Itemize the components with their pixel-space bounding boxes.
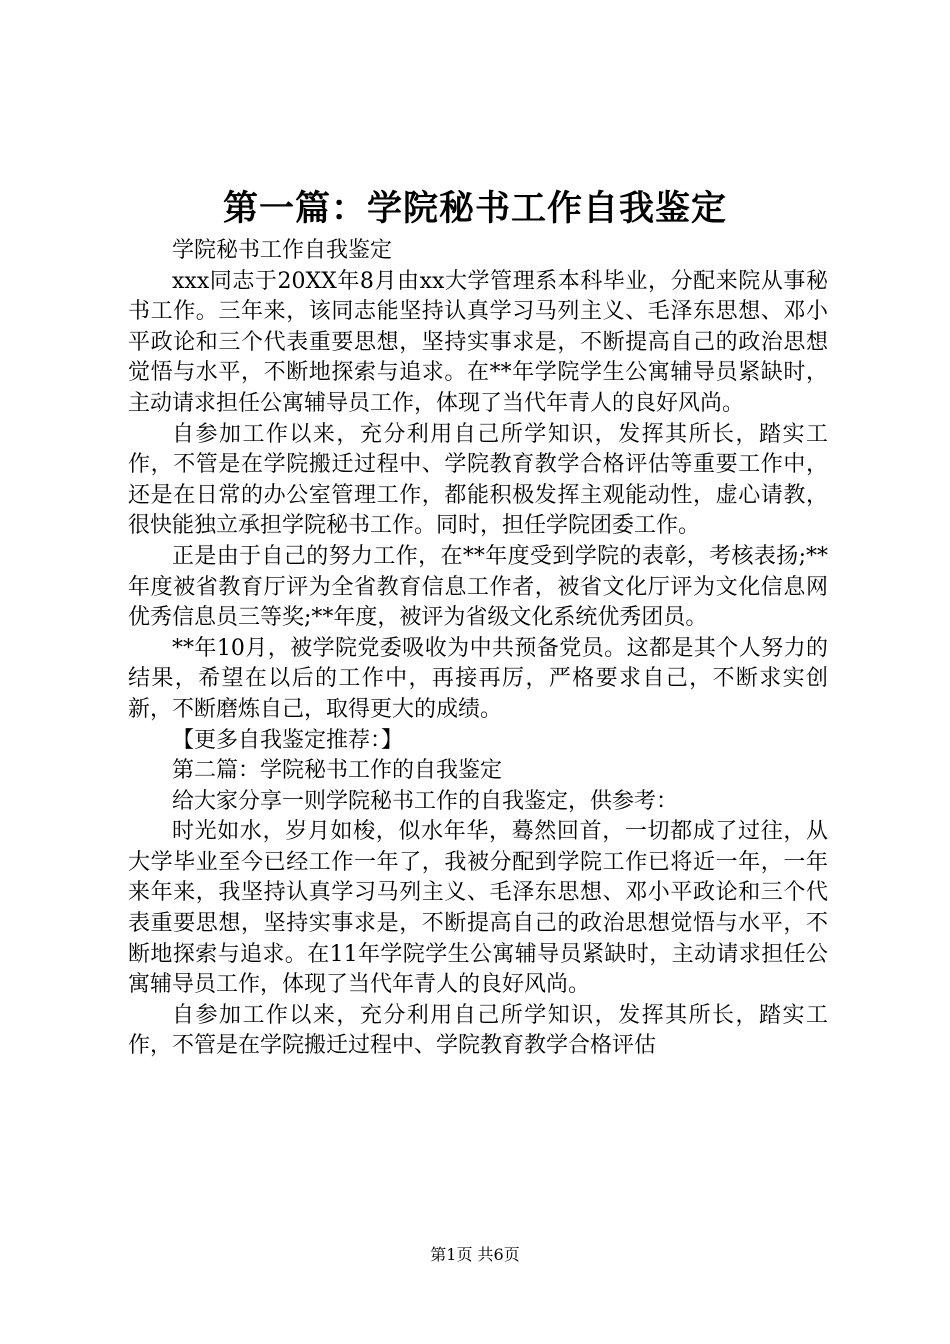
document-title: 第一篇：学院秘书工作自我鉴定 xyxy=(222,188,727,229)
recommendation-heading: 【更多自我鉴定推荐：】 xyxy=(172,727,404,753)
paragraph-subtitle: 学院秘书工作自我鉴定 xyxy=(172,238,393,263)
document-body xyxy=(128,236,828,1062)
page-indicator: 第1页 共6页 xyxy=(430,1245,520,1264)
paragraph: **年10月，被学院党委吸收为中共预备党员。这都是其个人努力的结果，希望在以后的工作中，再接再厉，严格要求自己，不断求实创新，不断磨炼自己，取得更大的成绩。 xyxy=(128,635,828,722)
paragraph: xxx同志于20XX年8月由xx大学管理系本科毕业，分配来院从事秘书工作。三年来，该同志能坚持认真学习马列主义、毛泽东思想、邓小平政论和三个代表重要思想，坚持实事求是，不断提高自己的政治思想觉悟与水平，不断地探索与追求。在**年学院学生公寓辅导员紧缺时，主动请求担任公寓辅导员工作，体现了当代年青人的良好风尚。 xyxy=(128,268,828,416)
section-heading: 第二篇：学院秘书工作的自我鉴定 xyxy=(172,758,503,784)
paragraph: 自参加工作以来，充分利用自己所学知识，发挥其所长，踏实工作，不管是在学院搬迁过程中、学院教育教学合格评估等重要工作中，还是在日常的办公室管理工作，都能积极发挥主观能动性，虚心请教，很快能独立承担学院秘书工作。同时，担任学院团委工作。 xyxy=(128,421,828,539)
paragraph: 正是由于自己的努力工作，在**年度受到学院的表彰，考核表扬;**年度被省教育厅评为全省教育信息工作者，被省文化厅评为文化信息网优秀信息员三等奖;**年度，被评为省级文化系统优秀团员。 xyxy=(128,543,828,631)
paragraph: 给大家分享一则学院秘书工作的自我鉴定，供参考： xyxy=(172,788,679,814)
paragraph: 自参加工作以来，充分利用自己所学知识，发挥其所长，踏实工作，不管是在学院搬迁过程中、学院教育教学合格评估 xyxy=(128,1002,828,1059)
paragraph: 时光如水，岁月如梭，似水年华，蓦然回首，一切都成了过往，从大学毕业至今已经工作一年了，我被分配到学院工作已将近一年，一年来年来，我坚持认真学习马列主义、毛泽东思想、邓小平政论和三个代表重要思想，坚持实事求是，不断提高自己的政治思想觉悟与水平，不断地探索与追求。在11年学院学生公寓辅导员紧缺时，主动请求担任公寓辅导员工作，体现了当代年青人的良好风尚。 xyxy=(128,819,828,998)
